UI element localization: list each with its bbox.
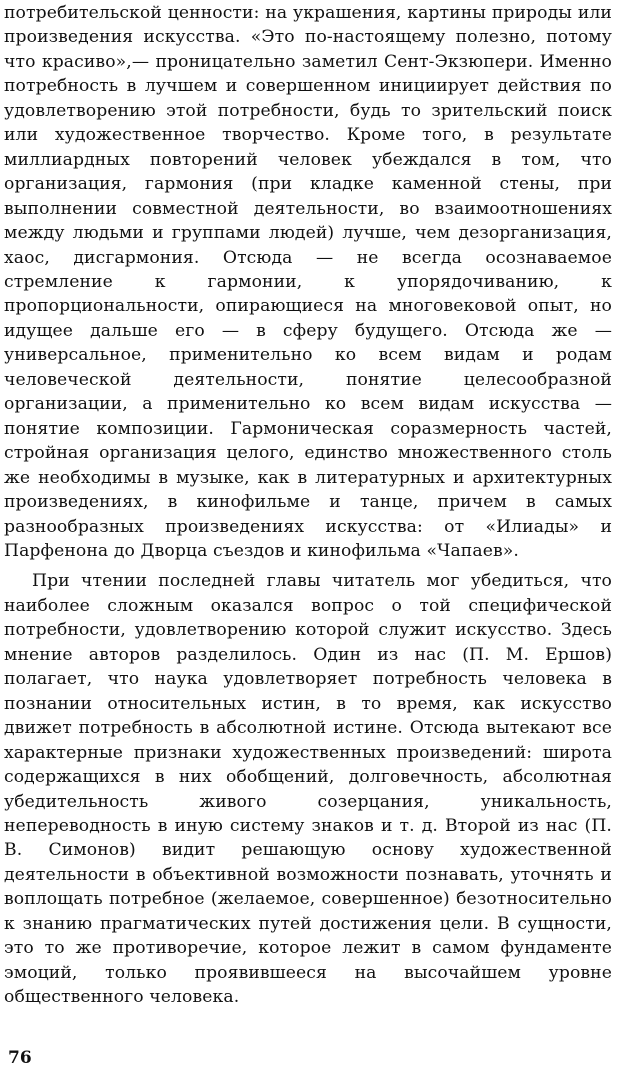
- paragraph-1: потребительской ценности: на украшения, картины природы или произведения искусства. «Это по-настоящему полезно, потому что красиво»,— проницательно заметил Сент-Экзюпери. Именно потребность в лучшем и совершенном инициирует действия по удовлетворению этой потребности, будь то зрительский поиск или художественное творчество. Кроме того, в результате миллиардных повторений человек убеждался в том, что организация, гармония (при кладке каменной стены, при выполнении совместной деятельности, во взаимоотношениях между людьми и группами людей) лучше, чем дезорганизация, хаос, дисгармония. Отсюда — не всегда осознаваемое стремление к гармонии, к упорядочиванию, к пропорциональности, опирающиеся на многовековой опыт, но идущее дальше его — в сферу будущего. Отсюда же — универсальное, применительно ко всем видам и родам человеческой деятельности, понятие целесообразной организации, а применительно ко всем видам искусства — понятие композиции. Гармоническая соразмерность частей, стройная организация целого, единство множественного столь же необходимы в музыке, как в литературных и архитектурных произведениях, в кинофильме и танце, причем в самых разнообразных произведениях искусства: от «Илиады» и Парфенона до Дворца съездов и кинофильма «Чапаев».: [4, 3, 612, 561]
- page-number: 76: [8, 1048, 32, 1068]
- paragraph-2: При чтении последней главы читатель мог убедиться, что наиболее сложным оказался вопрос о той специфической потребности, удовлетворению которой служит искусство. Здесь мнение авторов разделилось. Один из нас (П. М. Ершов) полагает, что наука удовлетворяет потребность человека в познании относительных истин, в то время, как искусство движет потребность в абсолютной истине. Отсюда вытекают все характерные признаки художественных произведений: широта содержащихся в них обобщений, долговечность, абсолютная убедительность живого созерцания, уникальность, непереводность в иную систему знаков и т. д. Второй из нас (П. В. Симонов) видит решающую основу художественной деятельности в объективной возможности познавать, уточнять и воплощать потребное (желаемое, совершенное) безотносительно к знанию прагматических путей достижения цели. В сущности, это то же противоречие, которое лежит в самом фундаменте эмоций, только проявившееся на высочайшем уровне общественного человека.: [4, 571, 612, 1008]
